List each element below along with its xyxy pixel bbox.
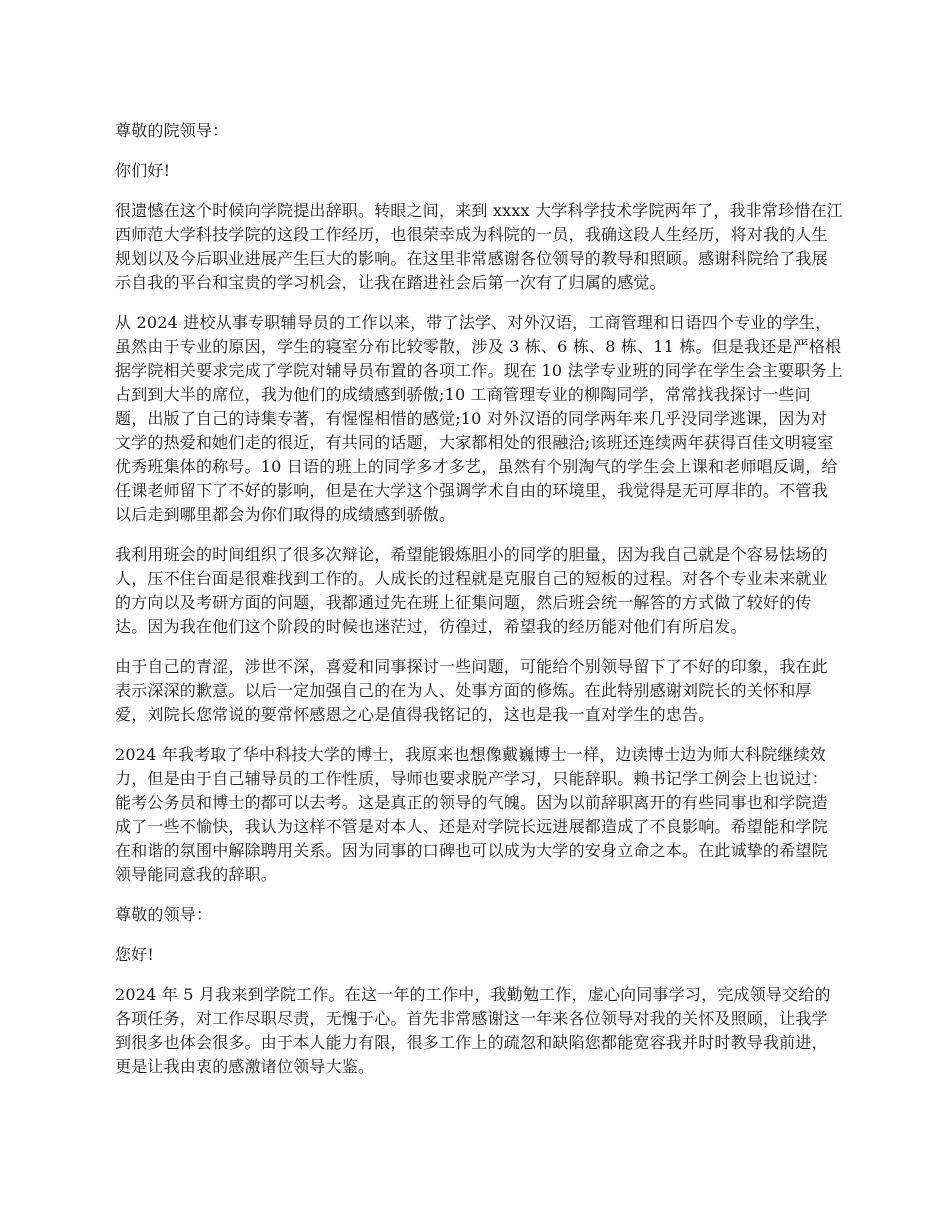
letter1-paragraph-5: 2024 年我考取了华中科技大学的博士，我原来也想像戴巍博士一样，边读博士边为师大科院继续效力，但是由于自己辅导员的工作性质，导师也要求脱产学习，只能辞职。赖书记学工例会上也说过：能考公务员和博士的都可以去考。这是真正的领导的气魄。因为以前辞职离开的有些同事也和学院造成了一些不愉快，我认为这样不管是对本人、还是对学院长远进展都造成了不良影响。希望能和学院在和谐的氛围中解除聘用关系。因为同事的口碑也可以成为大学的安身立命之本。在此诚挚的希望院领导能同意我的辞职。 bbox=[115, 745, 828, 884]
letter-body bbox=[115, 119, 843, 1095]
letter1-paragraph-2: 从 2024 进校从事专职辅导员的工作以来，带了法学、对外汉语，工商管理和日语四个专业的学生，虽然由于专业的原因，学生的寝室分布比较零散，涉及 3 栋、6 栋、8 栋、11 栋。但是我还是严格根据学院相关要求完成了学院对辅导员布置的各项工作。现在 10 法学专业班的同学在学生会主要职务上占到到大半的席位，我为他们的成绩感到骄傲;10 工商管理专业的柳陶同学，常常找我探讨一些问题，出版了自己的诗集专著，有惺惺相惜的感觉;10 对外汉语的同学两年来几乎没同学逃课，因为对文学的热爱和她们走的很近，有共同的话题，大家都相处的很融洽;该班还连续两年获得百佳文明寝室优秀班集体的称号。10 日语的班上的同学多才多艺，虽然有个别淘气的学生会上课和老师唱反调，给任课老师留下了不好的影响，但是在大学这个强调学术自由的环境里，我觉得是无可厚非的。不管我以后走到哪里都会为你们取得的成绩感到骄傲。 bbox=[115, 313, 843, 524]
letter2-greeting: 您好! bbox=[115, 945, 155, 964]
letter1-paragraph-3: 我利用班会的时间组织了很多次辩论，希望能锻炼胆小的同学的胆量，因为我自己就是个容易怯场的人，压不住台面是很难找到工作的。人成长的过程就是克服自己的短板的过程。对各个专业未来就业的方向以及考研方面的问题，我都通过先在班上征集问题，然后班会统一解答的方式做了较好的传达。因为我在他们这个阶段的时候也迷茫过，彷徨过，希望我的经历能对他们有所启发。 bbox=[115, 545, 828, 636]
letter1-salutation: 尊敬的院领导： bbox=[115, 121, 229, 140]
letter1-paragraph-4: 由于自己的青涩，涉世不深，喜爱和同事探讨一些问题，可能给个别领导留下了不好的印象，我在此表示深深的歉意。以后一定加强自己的在为人、处事方面的修炼。在此特别感谢刘院长的关怀和厚爱，刘院长您常说的要常怀感恩之心是值得我铭记的，这也是我一直对学生的忠告。 bbox=[115, 657, 828, 724]
letter2-salutation: 尊敬的领导： bbox=[115, 905, 213, 924]
letter2-paragraph-1: 2024 年 5 月我来到学院工作。在这一年的工作中，我勤勉工作，虚心向同事学习，完成领导交给的各项任务，对工作尽职尽责，无愧于心。首先非常感谢这一年来各位领导对我的关怀及照顾，让我学到很多也体会很多。由于本人能力有限，很多工作上的疏忽和缺陷您都能宽容我并时时教导我前进，更是让我由衷的感激诸位领导大鉴。 bbox=[115, 985, 831, 1076]
letter1-greeting: 你们好! bbox=[115, 161, 171, 180]
letter1-paragraph-1: 很遗憾在这个时候向学院提出辞职。转眼之间，来到 xxxx 大学科学技术学院两年了，我非常珍惜在江西师范大学科技学院的这段工作经历，也很荣幸成为科院的一员，我确这段人生经历，将对我的人生规划以及今后职业进展产生巨大的影响。在这里非常感谢各位领导的教导和照顾。感谢科院给了我展示自我的平台和宝贵的学习机会，让我在踏进社会后第一次有了归属的感觉。 bbox=[115, 201, 843, 292]
